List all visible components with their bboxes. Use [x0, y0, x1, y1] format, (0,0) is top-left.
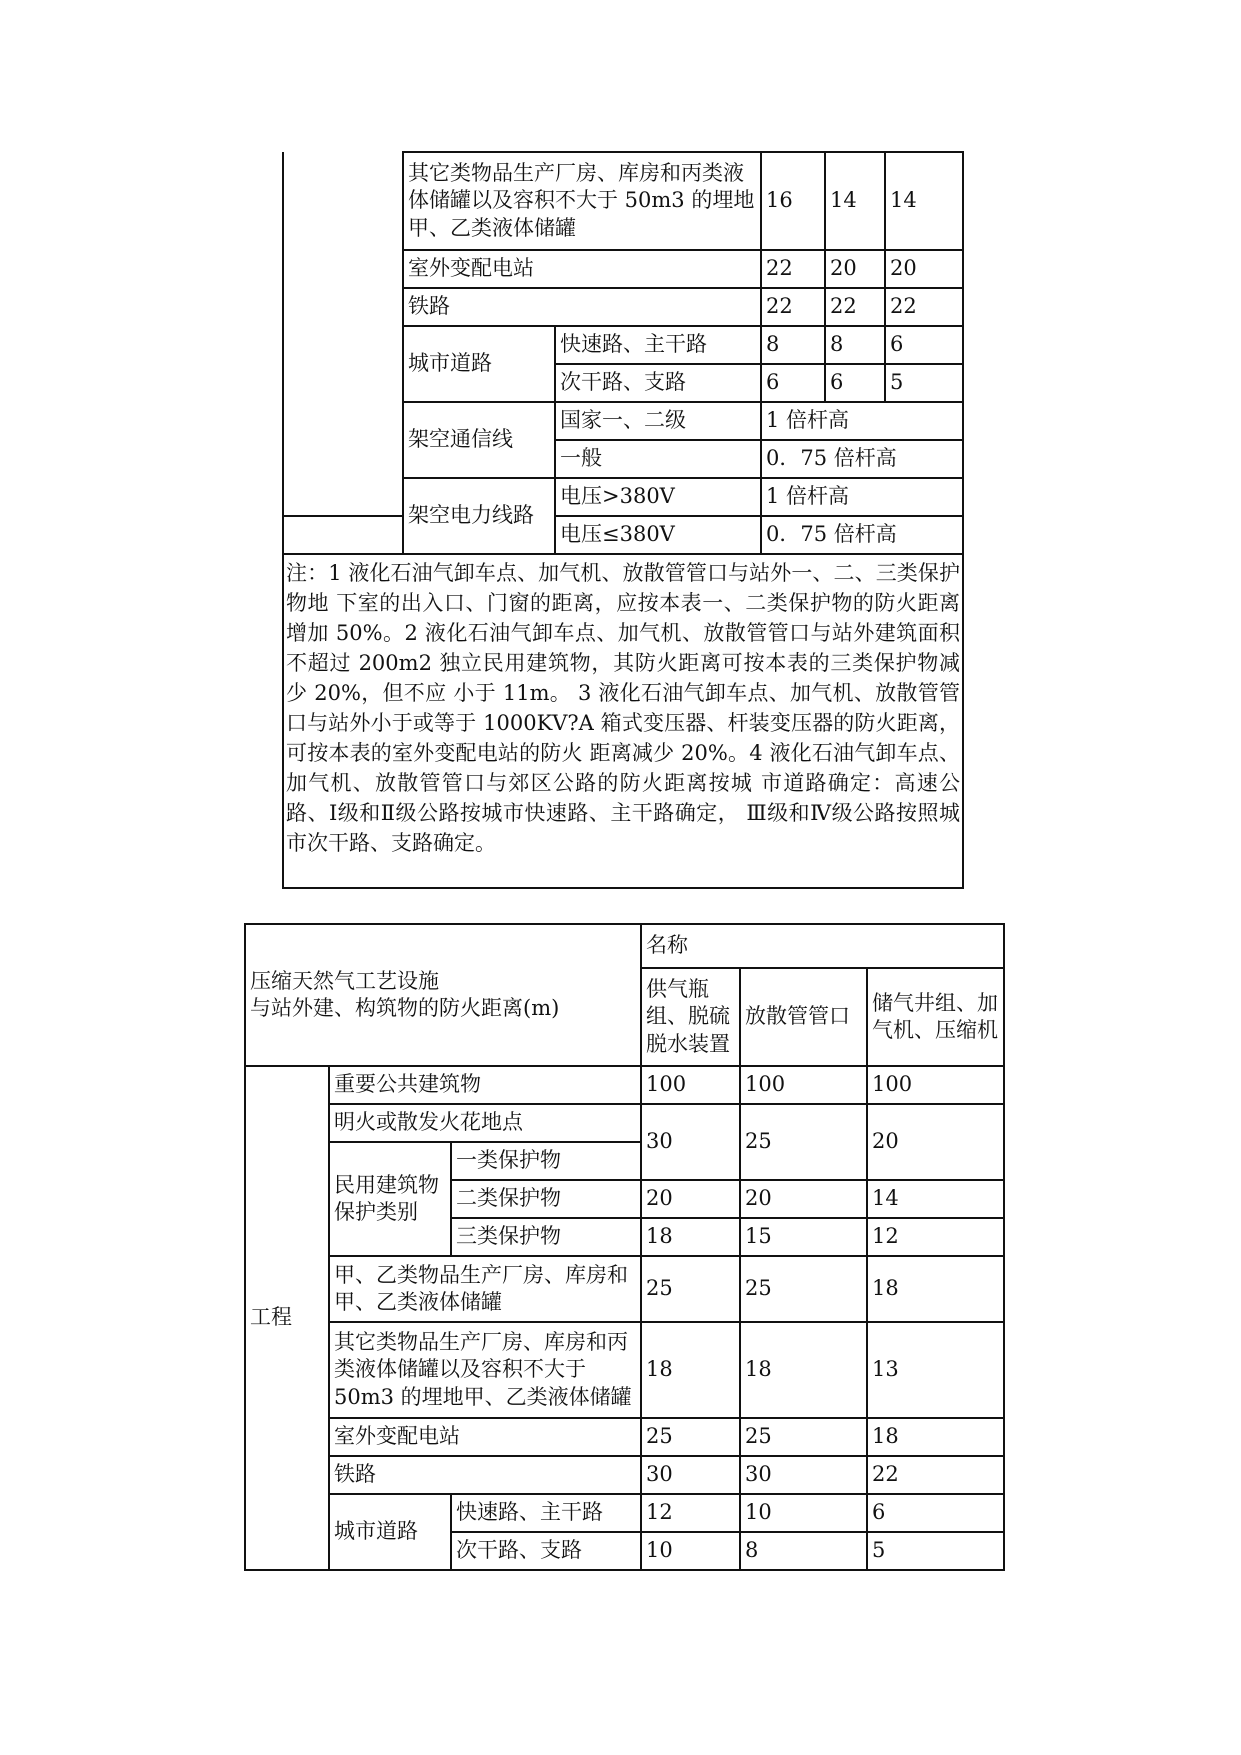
cell-value: 25: [740, 1418, 867, 1456]
side-label: 工程: [245, 1066, 329, 1570]
column-header: 储气井组、加气机、压缩机: [867, 968, 1004, 1066]
table-row: [245, 924, 1004, 968]
table-row: [283, 554, 963, 888]
table-row: [283, 152, 963, 250]
cell-value: 10: [641, 1532, 740, 1570]
row-label: 室外变配电站: [403, 250, 761, 288]
sub-label: 二类保护物: [451, 1180, 641, 1218]
cell-value: 1 倍杆高: [761, 478, 963, 516]
title-line: 与站外建、构筑物的防火距离(m): [250, 996, 560, 1020]
table-row: [245, 1322, 1004, 1418]
table-title: [245, 924, 641, 1066]
cell-value: 22: [825, 288, 885, 326]
cell-value: 6: [867, 1494, 1004, 1532]
sub-label: 快速路、主干路: [555, 326, 761, 364]
cell-value: 25: [740, 1104, 867, 1180]
cell-value: 100: [641, 1066, 740, 1104]
name-header: 名称: [641, 924, 1004, 968]
cell-value: 100: [867, 1066, 1004, 1104]
table-row: [245, 1418, 1004, 1456]
row-label: 其它类物品生产厂房、库房和丙类液体储罐以及容积不大于 50m3 的埋地甲、乙类液体储罐: [403, 152, 761, 250]
cell-value: 6: [761, 364, 825, 402]
row-label: 架空通信线: [403, 402, 555, 478]
cell-value: 10: [740, 1494, 867, 1532]
sub-label: 一类保护物: [451, 1142, 641, 1180]
table-row: [245, 1494, 1004, 1532]
cell-value: 22: [761, 288, 825, 326]
cell-value: 20: [825, 250, 885, 288]
row-label: 重要公共建筑物: [329, 1066, 641, 1104]
cell-value: 18: [641, 1218, 740, 1256]
cell-value: 20: [867, 1104, 1004, 1180]
blank-side-cell: [283, 516, 403, 554]
table-note: 注：1 液化石油气卸车点、加气机、放散管管口与站外一、二、三类保护物地 下室的出入口、门窗的距离，应按本表一、二类保护物的防火距离增加 50%。2 液化石油气卸车点、加气机、放散管管口与站外建筑面积不超过 200m2 独立民用建筑物，其防火距离可按本表的三类保护物减少 20%，但不应 小于 11m。 3 液化石油气卸车点、加气机、放散管管口与站外小于或等于 1000KV?A 箱式变压器、杆装变压器的防火距离，可按本表的室外变配电站的防火 距离减少 20%。4 液化石油气卸车点、加气机、放散管管口与郊区公路的防火距离按城 市道路确定：高速公路、Ⅰ级和Ⅱ级公路按城市快速路、主干路确定， Ⅲ级和Ⅳ级公路按照城市次干路、支路确定。: [283, 554, 963, 888]
row-label: 城市道路: [329, 1494, 451, 1570]
column-header: 放散管管口: [740, 968, 867, 1066]
cell-value: 6: [825, 364, 885, 402]
sub-label: 快速路、主干路: [451, 1494, 641, 1532]
cell-value: 13: [867, 1322, 1004, 1418]
cell-value: 14: [825, 152, 885, 250]
sub-label: 次干路、支路: [555, 364, 761, 402]
column-header: 供气瓶组、脱硫脱水装置: [641, 968, 740, 1066]
row-label: 其它类物品生产厂房、库房和丙类液体储罐以及容积不大于 50m3 的埋地甲、乙类液体储罐: [329, 1322, 641, 1418]
cell-value: 8: [740, 1532, 867, 1570]
row-label: 明火或散发火花地点: [329, 1104, 641, 1142]
table-row: [283, 516, 963, 554]
cell-value: 25: [641, 1418, 740, 1456]
cell-value: 20: [740, 1180, 867, 1218]
table-row: [245, 1104, 1004, 1142]
row-label: 架空电力线路: [403, 478, 555, 554]
sub-label: 电压>380V: [555, 478, 761, 516]
cell-value: 8: [825, 326, 885, 364]
cell-value: 1 倍杆高: [761, 402, 963, 440]
row-label: 铁路: [329, 1456, 641, 1494]
cell-value: 14: [885, 152, 963, 250]
cell-value: 22: [885, 288, 963, 326]
cell-value: 14: [867, 1180, 1004, 1218]
table-row: [245, 1066, 1004, 1104]
row-label: 城市道路: [403, 326, 555, 402]
cell-value: 15: [740, 1218, 867, 1256]
cell-value: 12: [867, 1218, 1004, 1256]
cell-value: 6: [885, 326, 963, 364]
blank-side-cell: [283, 152, 403, 516]
sub-label: 国家一、二级: [555, 402, 761, 440]
cell-value: 30: [641, 1456, 740, 1494]
cell-value: 22: [761, 250, 825, 288]
row-label: 铁路: [403, 288, 761, 326]
cell-value: 18: [867, 1418, 1004, 1456]
sub-label: 三类保护物: [451, 1218, 641, 1256]
cell-value: 25: [641, 1256, 740, 1322]
cell-value: 5: [867, 1532, 1004, 1570]
cng-distance-table: [244, 923, 1005, 1571]
row-label: 甲、乙类物品生产厂房、库房和甲、乙类液体储罐: [329, 1256, 641, 1322]
cell-value: 16: [761, 152, 825, 250]
cell-value: 20: [641, 1180, 740, 1218]
row-label: 室外变配电站: [329, 1418, 641, 1456]
cell-value: 20: [885, 250, 963, 288]
cell-value: 18: [641, 1322, 740, 1418]
cell-value: 18: [740, 1322, 867, 1418]
cell-value: 30: [740, 1456, 867, 1494]
row-label: 民用建筑物保护类别: [329, 1142, 451, 1256]
table-row: [245, 1256, 1004, 1322]
cell-value: 22: [867, 1456, 1004, 1494]
cell-value: 30: [641, 1104, 740, 1180]
sub-label: 电压≤380V: [555, 516, 761, 554]
sub-label: 次干路、支路: [451, 1532, 641, 1570]
cell-value: 100: [740, 1066, 867, 1104]
cell-value: 8: [761, 326, 825, 364]
cell-value: 12: [641, 1494, 740, 1532]
sub-label: 一般: [555, 440, 761, 478]
table-row: [245, 1456, 1004, 1494]
cell-value: 5: [885, 364, 963, 402]
lpg-distance-table: [282, 151, 964, 889]
cell-value: 25: [740, 1256, 867, 1322]
cell-value: 18: [867, 1256, 1004, 1322]
cell-value: 0．75 倍杆高: [761, 516, 963, 554]
title-line: 压缩天然气工艺设施: [250, 968, 439, 993]
cell-value: 0．75 倍杆高: [761, 440, 963, 478]
